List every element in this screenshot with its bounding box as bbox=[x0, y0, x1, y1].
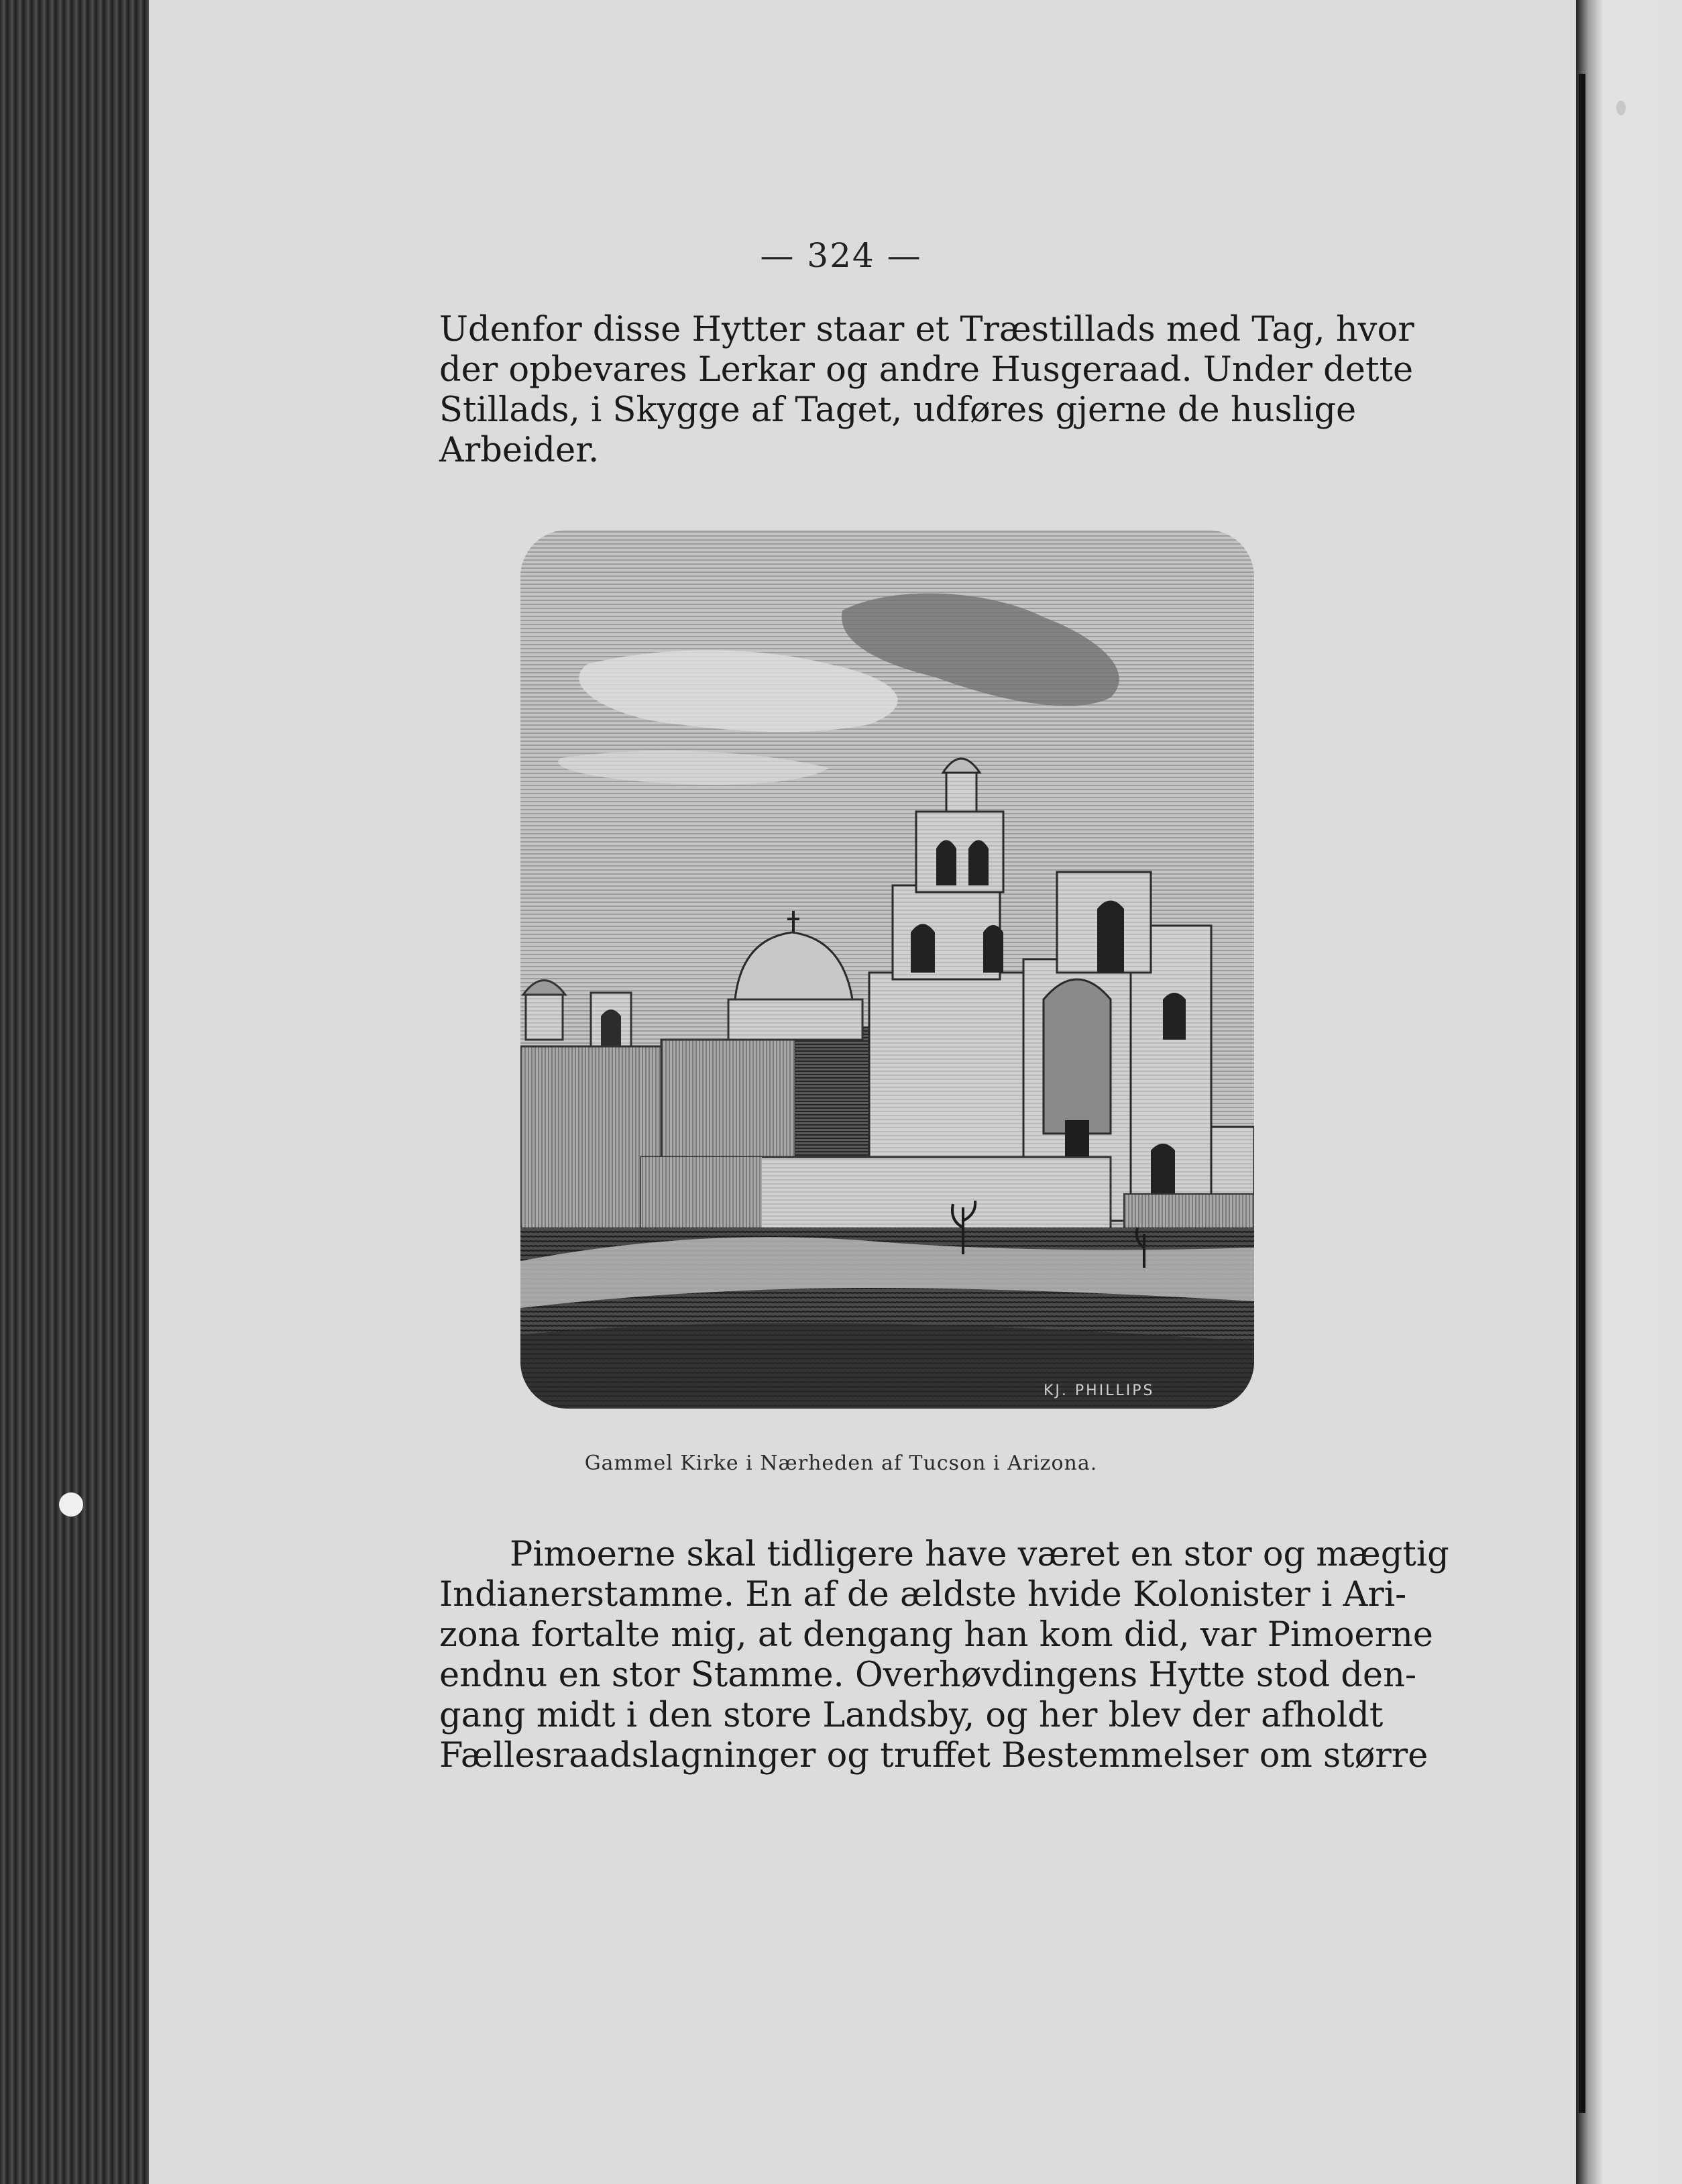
text-line: der opbevares Lerkar og andre Husgeraad. Under dette bbox=[439, 350, 1414, 390]
main-tower-lantern bbox=[946, 771, 976, 812]
paragraph-1 bbox=[439, 310, 1414, 471]
page-number: — 324 — bbox=[760, 236, 922, 275]
church-engraving bbox=[520, 530, 1254, 1409]
text-line: zona fortalte mig, at dengang han kom did, var Pimoerne bbox=[439, 1615, 1433, 1655]
text-line: Udenfor disse Hytter staar et Træstillads med Tag, hvor bbox=[439, 310, 1414, 349]
dust-speck bbox=[1616, 101, 1626, 115]
text-line: gang midt i den store Landsby, og her blev der afholdt bbox=[439, 1696, 1384, 1735]
paragraph-2 bbox=[439, 1535, 1449, 1776]
text-line: Fællesraadslagninger og truffet Bestemmelser om større bbox=[439, 1736, 1428, 1776]
main-tower-arch bbox=[983, 925, 1003, 973]
right-tower-arch bbox=[1163, 993, 1186, 1040]
courtyard-wall-shadow bbox=[641, 1157, 762, 1231]
main-tower-arch bbox=[968, 840, 989, 886]
text-line: Stillads, i Skygge af Taget, udføres gjerne de huslige bbox=[439, 390, 1357, 430]
text-line: endnu en stor Stamme. Overhøvdingens Hytte stod den- bbox=[439, 1655, 1417, 1695]
dust-speck bbox=[59, 1492, 83, 1517]
main-tower-top bbox=[916, 812, 1003, 892]
text-line: Arbeider. bbox=[439, 431, 600, 470]
engraver-signature: KJ. PHILLIPS bbox=[1044, 1382, 1155, 1399]
dome-drum bbox=[728, 999, 862, 1040]
text-line: Pimoerne skal tidligere have været en stor og mægtig bbox=[510, 1535, 1449, 1574]
main-tower-arch bbox=[936, 840, 956, 886]
binding-line bbox=[1579, 74, 1585, 2113]
book-page-edges bbox=[0, 0, 161, 2184]
facade-ornament bbox=[1044, 979, 1111, 1134]
right-tower-arch bbox=[1097, 901, 1124, 973]
main-tower-arch bbox=[911, 924, 935, 973]
text-line: Indianerstamme. En af de ældste hvide Kolonister i Ari- bbox=[439, 1575, 1407, 1615]
facing-page-gutter bbox=[1576, 0, 1682, 2184]
left-pavilion bbox=[526, 993, 563, 1040]
figure-caption: Gammel Kirke i Nærheden af Tucson i Arizona. bbox=[584, 1452, 1098, 1475]
